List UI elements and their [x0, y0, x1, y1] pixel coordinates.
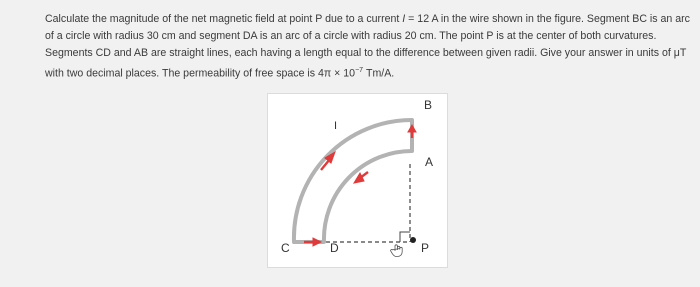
arrow-cd-head: [313, 238, 321, 246]
arrow-ab-head: [408, 125, 416, 132]
question-text: [45, 11, 695, 83]
label-c: C: [281, 241, 290, 255]
arrow-ad-head: [354, 173, 364, 183]
label-current: I: [334, 120, 338, 132]
question-part-1: Calculate the magnitude of the net magnetic field at point P due to a current: [45, 13, 403, 25]
exponent: −7: [355, 67, 364, 74]
current-symbol: I: [402, 13, 406, 25]
current-arrows: [304, 125, 416, 246]
question-part-2: = 12 A in the wire shown in the figure. Segment BC is an arc of a circle with radius 30 cm and segment DA is an arc of a circle with radius 20 cm. The point P is at the center of both curvatures. Segments CD and AB are straight lines, each having a length equal to the difference between given radii. Give your answer in units of: [45, 13, 690, 59]
label-d: D: [330, 241, 339, 255]
point-p-dot: [410, 237, 416, 243]
unit-text: μT: [673, 47, 687, 59]
hand-cursor-icon: [391, 245, 403, 257]
question-part-4: Tm/A.: [363, 67, 395, 80]
question-part-3: with two decimal places. The permeability of free space is 4π × 10: [45, 67, 356, 80]
wire-loop: [294, 120, 412, 242]
right-angle-marker: [400, 232, 410, 242]
label-b: B: [424, 98, 433, 112]
label-a: A: [425, 155, 434, 169]
label-p: P: [421, 241, 430, 255]
figure: [267, 93, 448, 268]
